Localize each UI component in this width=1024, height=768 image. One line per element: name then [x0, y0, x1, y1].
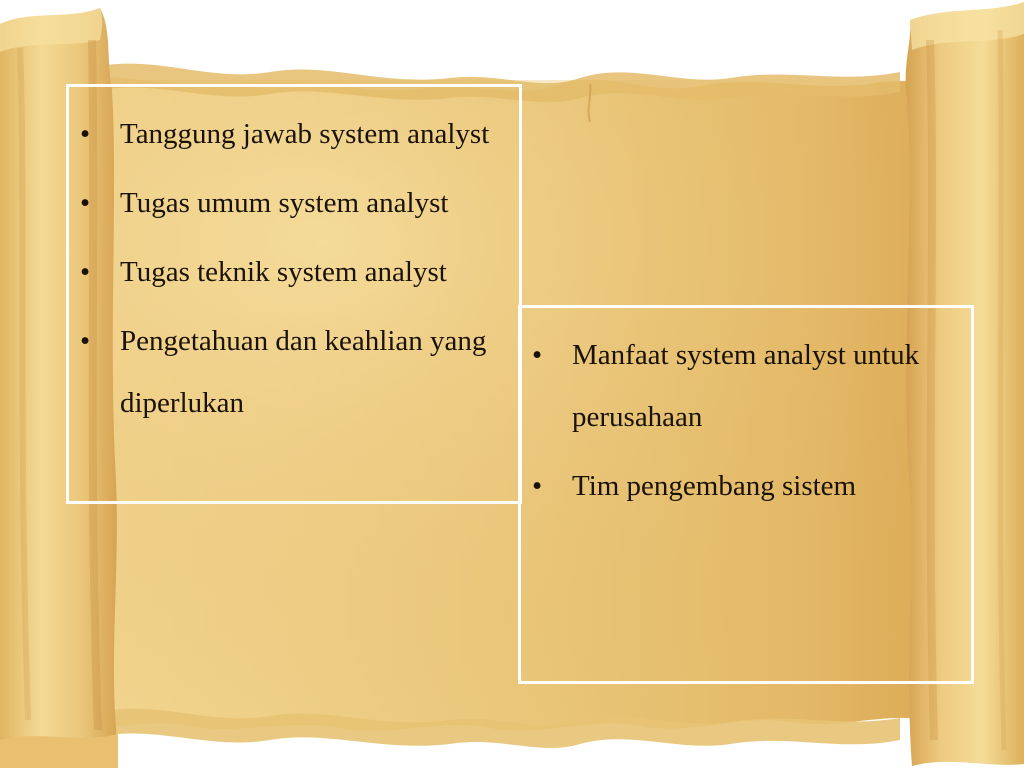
bullet-marker: • — [532, 470, 543, 502]
list-item — [524, 455, 964, 517]
list-item — [72, 103, 512, 165]
bullet-marker: • — [80, 256, 91, 288]
left-content-box — [66, 84, 522, 504]
list-item-text: Tanggung jawab system analyst — [120, 118, 490, 150]
list-item-text: Pengetahuan dan keahlian yang diperlukan — [120, 325, 487, 419]
bullet-marker: • — [80, 118, 91, 150]
list-item — [72, 241, 512, 303]
list-item — [72, 172, 512, 234]
right-bullet-list — [524, 324, 964, 524]
bullet-marker: • — [532, 339, 543, 371]
list-item-text: Tugas teknik system analyst — [120, 256, 447, 288]
list-item — [72, 310, 512, 434]
right-content-box — [518, 305, 974, 684]
bullet-marker: • — [80, 325, 91, 357]
list-item-text: Manfaat system analyst untuk perusahaan — [572, 339, 920, 433]
bullet-marker: • — [80, 187, 91, 219]
list-item-text: Tugas umum system analyst — [120, 187, 449, 219]
left-bullet-list — [72, 103, 512, 441]
list-item-text: Tim pengembang sistem — [572, 470, 857, 502]
list-item — [524, 324, 964, 448]
